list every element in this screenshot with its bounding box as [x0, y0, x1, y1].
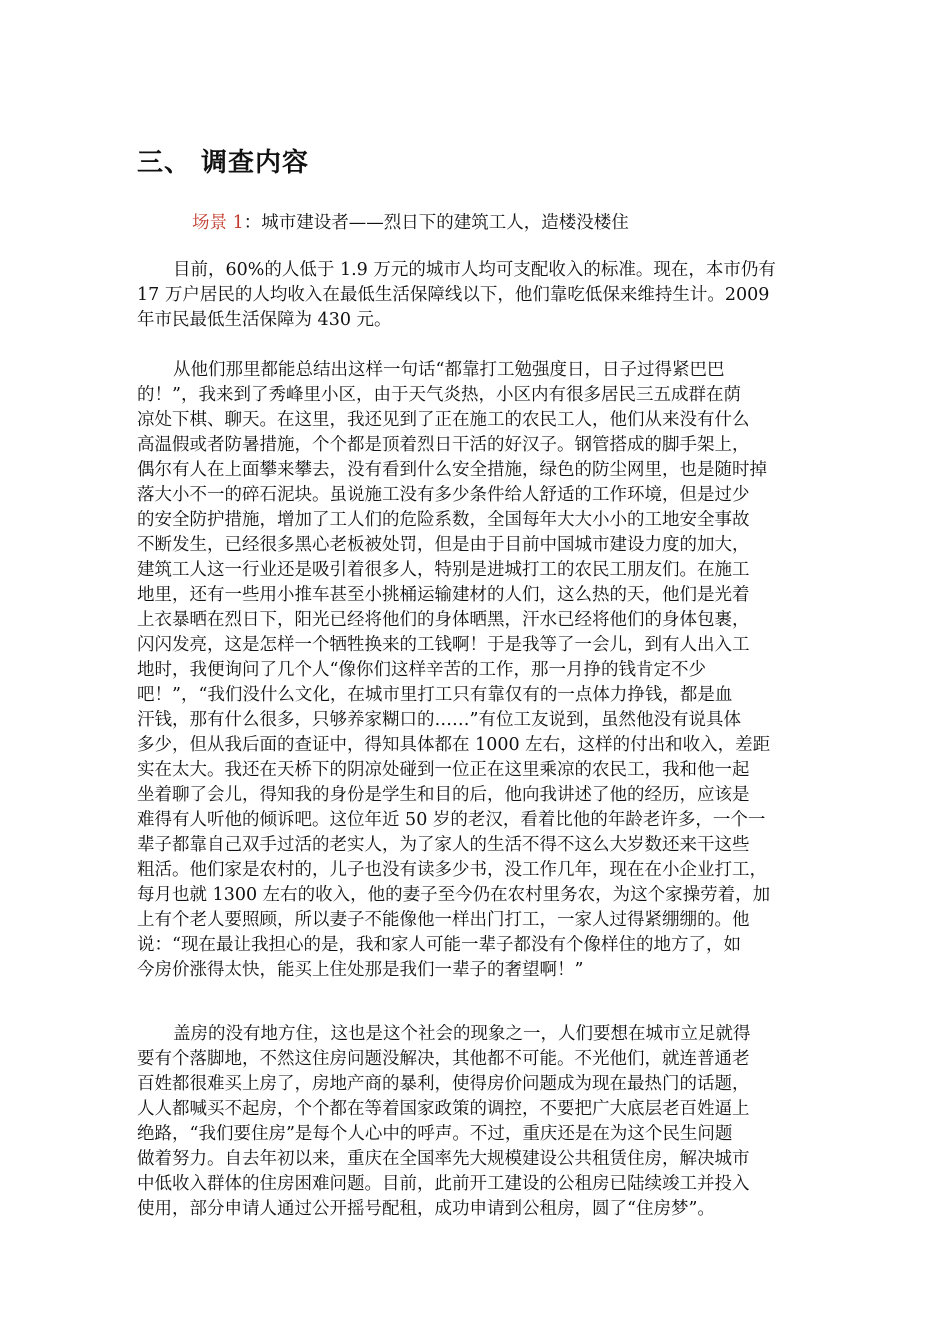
paragraph-line: 中低收入群体的住房困难问题。目前，此前开工建设的公租房已陆续竣工并投入	[137, 1174, 750, 1194]
paragraph-line: 高温假或者防暑措施，个个都是顶着烈日干活的好汉子。钢管搭成的脚手架上，	[137, 435, 750, 455]
paragraph-line: 从他们那里都能总结出这样一句话“都靠打工勉强度日，日子过得紧巴巴	[173, 360, 725, 380]
paragraph-line: 汗钱，那有什么很多，只够养家糊口的……”有位工友说到，虽然他没有说具体	[137, 710, 741, 730]
paragraph-line: 落大小不一的碎石泥块。虽说施工没有多少条件给人舒适的工作环境，但是过少	[137, 485, 750, 505]
paragraph-1	[137, 258, 817, 333]
paragraph-line: 吧！”，“我们没什么文化，在城市里打工只有靠仅有的一点体力挣钱，都是血	[137, 685, 733, 705]
paragraph-line: 说：“现在最让我担心的是，我和家人可能一辈子都没有个像样住的地方了，如	[137, 935, 741, 955]
paragraph-line: 百姓都很难买上房了，房地产商的暴利，使得房价问题成为现在最热门的话题，	[137, 1074, 750, 1094]
paragraph-line: 要有个落脚地，不然这住房问题没解决，其他都不可能。不光他们，就连普通老	[137, 1049, 750, 1069]
scene-text: ：城市建设者——烈日下的建筑工人，造楼没楼住	[243, 213, 629, 233]
paragraph-line: 偶尔有人在上面攀来攀去，没有看到什么安全措施，绿色的防尘网里，也是随时掉	[137, 460, 767, 480]
paragraph-3	[137, 1022, 817, 1222]
paragraph-line: 实在太大。我还在天桥下的阴凉处碰到一位正在这里乘凉的农民工，我和他一起	[137, 760, 750, 780]
paragraph-line: 辈子都靠自己双手过活的老实人，为了家人的生活不得不这么大岁数还来干这些	[137, 835, 750, 855]
paragraph-line: 建筑工人这一行业还是吸引着很多人，特别是进城打工的农民工朋友们。在施工	[137, 560, 750, 580]
paragraph-line: 粗活。他们家是农村的，儿子也没有读多少书，没工作几年，现在在小企业打工，	[137, 860, 767, 880]
paragraph-line: 今房价涨得太快，能买上住处那是我们一辈子的奢望啊！”	[137, 960, 584, 980]
paragraph-line: 地时，我便询问了几个人“像你们这样辛苦的工作，那一月挣的钱肯定不少	[137, 660, 706, 680]
paragraph-line: 人人都喊买不起房，个个都在等着国家政策的调控，不要把广大底层老百姓逼上	[137, 1099, 750, 1119]
paragraph-line: 做着努力。自去年初以来，重庆在全国率先大规模建设公共租赁住房，解决城市	[137, 1149, 750, 1169]
paragraph-line: 上有个老人要照顾，所以妻子不能像他一样出门打工，一家人过得紧绷绷的。他	[137, 910, 750, 930]
paragraph-line: 年市民最低生活保障为 430 元。	[137, 310, 392, 330]
paragraph-2	[137, 358, 817, 983]
paragraph-line: 17 万户居民的人均收入在最低生活保障线以下，他们靠吃低保来维持生计。2009	[137, 285, 770, 305]
paragraph-line: 使用，部分申请人通过公开摇号配租，成功申请到公租房，圆了“住房梦”。	[137, 1199, 715, 1219]
section-title: 三、 调查内容	[137, 148, 310, 178]
paragraph-line: 盖房的没有地方住，这也是这个社会的现象之一，人们要想在城市立足就得	[173, 1024, 751, 1044]
paragraph-line: 多少，但从我后面的查证中，得知具体都在 1000 左右，这样的付出和收入，差距	[137, 735, 771, 755]
paragraph-line: 难得有人听他的倾诉吧。这位年近 50 岁的老汉，看着比他的年龄老许多，一个一	[137, 810, 766, 830]
paragraph-line: 地里，还有一些用小推车甚至小挑桶运输建材的人们，这么热的天，他们是光着	[137, 585, 750, 605]
paragraph-line: 闪闪发亮，这是怎样一个牺牲换来的工钱啊！于是我等了一会儿，到有人出入工	[137, 635, 750, 655]
paragraph-line: 凉处下棋、聊天。在这里，我还见到了正在施工的农民工人，他们从来没有什么	[137, 410, 750, 430]
paragraph-line: 每月也就 1300 左右的收入，他的妻子至今仍在农村里务农，为这个家操劳着，加	[137, 885, 771, 905]
paragraph-line: 的！”，我来到了秀峰里小区，由于天气炎热，小区内有很多居民三五成群在荫	[137, 385, 741, 405]
paragraph-line: 的安全防护措施，增加了工人们的危险系数，全国每年大大小小的工地安全事故	[137, 510, 750, 530]
paragraph-line: 绝路，“我们要住房”是每个人心中的呼声。不过，重庆还是在为这个民生问题	[137, 1124, 733, 1144]
paragraph-line: 坐着聊了会儿，得知我的身份是学生和目的后，他向我讲述了他的经历，应该是	[137, 785, 750, 805]
scene-heading	[192, 210, 629, 236]
scene-label: 场景 1	[192, 213, 244, 233]
paragraph-line: 上衣暴晒在烈日下，阳光已经将他们的身体晒黑，汗水已经将他们的身体包裹，	[137, 610, 750, 630]
paragraph-line: 不断发生，已经很多黑心老板被处罚，但是由于目前中国城市建设力度的加大，	[137, 535, 750, 555]
paragraph-line: 目前，60%的人低于 1.9 万元的城市人均可支配收入的标准。现在，本市仍有	[173, 260, 776, 280]
